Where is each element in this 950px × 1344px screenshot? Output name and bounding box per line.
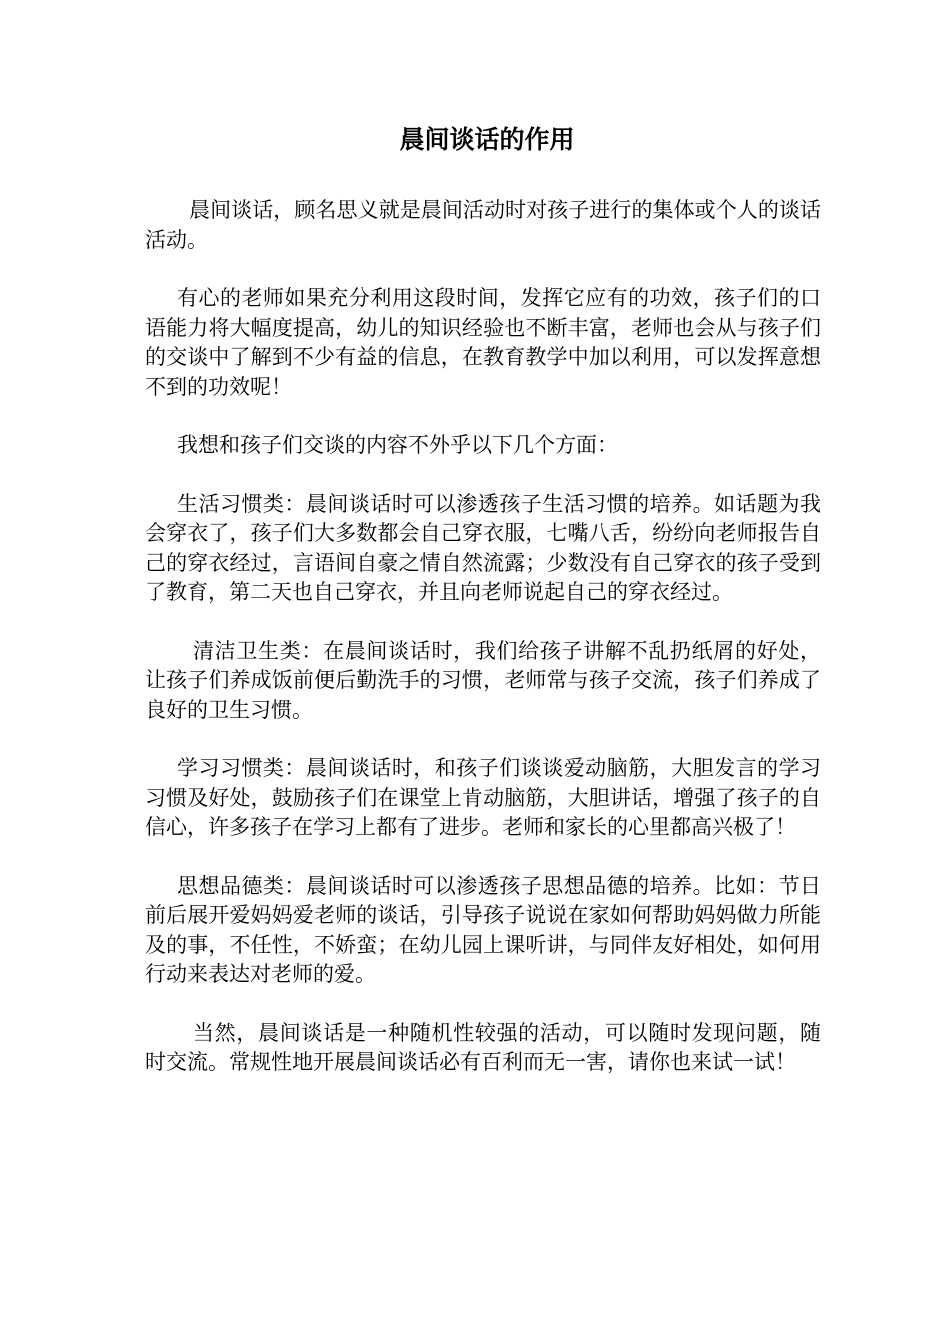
document-title: 晨间谈话的作用 <box>399 125 575 154</box>
paragraph-conclusion: 当然，晨间谈话是一种随机性较强的活动，可以随时发现问题，随时交流。常规性地开展晨间谈话必有百利而无一害，请你也来试一试！ <box>145 1020 821 1074</box>
paragraph-hygiene: 清洁卫生类：在晨间谈话时，我们给孩子讲解不乱扔纸屑的好处，让孩子们养成饭前便后勤洗手的习惯，老师常与孩子交流，孩子们养成了良好的卫生习惯。 <box>145 638 821 722</box>
paragraph-moral-character: 思想品德类：晨间谈话时可以渗透孩子思想品德的培养。比如：节日前后展开爱妈妈爱老师的谈话，引导孩子说说在家如何帮助妈妈做力所能及的事，不任性，不娇蛮；在幼儿园上课听讲，与同伴友好相处，如何用行动来表达对老师的爱。 <box>145 873 821 986</box>
paragraph-study-habits: 学习习惯类：晨间谈话时，和孩子们谈谈爱动脑筋，大胆发言的学习习惯及好处，鼓励孩子们在课堂上肯动脑筋，大胆讲话，增强了孩子的自信心，许多孩子在学习上都有了进步。老师和家长的心里都高兴极了！ <box>145 756 821 839</box>
paragraph-topics-lead: 我想和孩子们交谈的内容不外乎以下几个方面： <box>177 433 618 457</box>
paragraph-benefits: 有心的老师如果充分利用这段时间，发挥它应有的功效，孩子们的口语能力将大幅度提高，幼儿的知识经验也不断丰富，老师也会从与孩子们的交谈中了解到不少有益的信息，在教育教学中加以利用，可以发挥意想不到的功效呢！ <box>145 286 821 399</box>
document-page <box>145 120 821 1107</box>
paragraph-intro: 晨间谈话，顾名思义就是晨间活动时对孩子进行的集体或个人的谈话活动。 <box>145 198 821 252</box>
paragraph-living-habits: 生活习惯类：晨间谈话时可以渗透孩子生活习惯的培养。如话题为我会穿衣了，孩子们大多数都会自己穿衣服，七嘴八舌，纷纷向老师报告自己的穿衣经过，言语间自豪之情自然流露；少数没有自己穿衣的孩子受到了教育，第二天也自己穿衣，并且向老师说起自己的穿衣经过。 <box>145 491 821 604</box>
